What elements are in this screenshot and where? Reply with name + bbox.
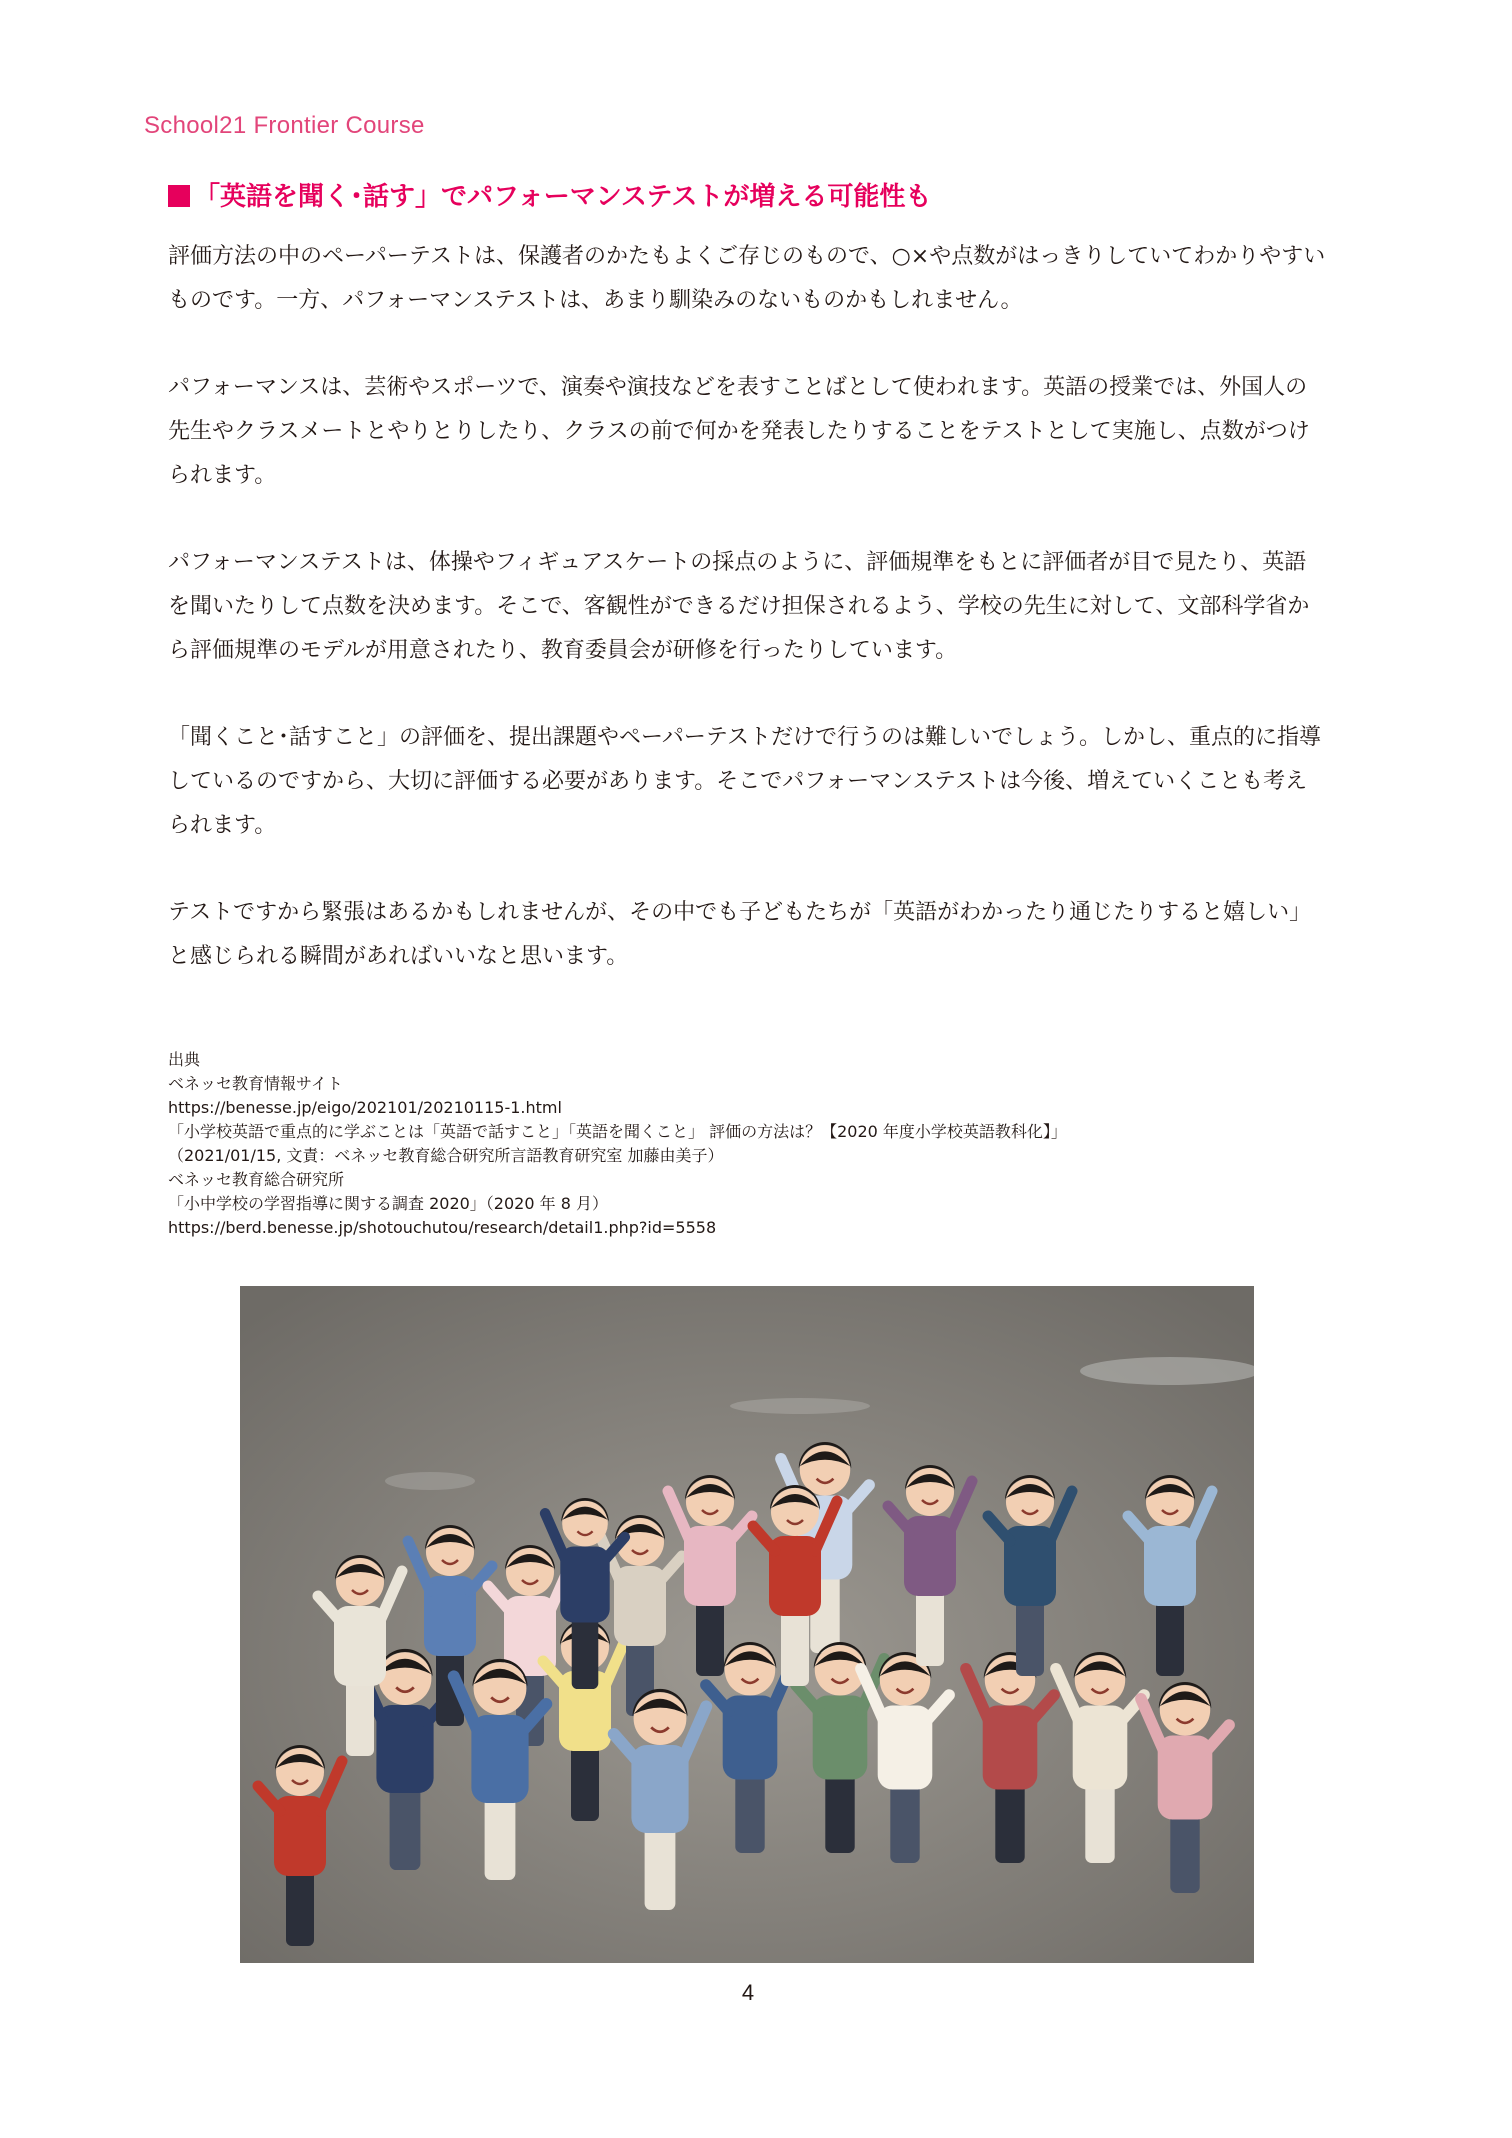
source-line: ベネッセ教育総合研究所: [168, 1170, 345, 1189]
children-group-photo: [240, 1286, 1254, 1963]
course-title: School21 Frontier Course: [144, 112, 425, 139]
source-line: ベネッセ教育情報サイト: [168, 1074, 343, 1093]
sources-block: [168, 1048, 1328, 1240]
source-line: 「小学校英語で重点的に学ぶことは「英語で話すこと」「英語を聞くこと」 評価の方法は？【2020 年度小学校英語教科化】」: [168, 1122, 1067, 1141]
paragraph: テストですから緊張はあるかもしれませんが、その中でも子どもたちが「英語がわかったり通じたりすると嬉しい」と感じられる瞬間があればいいなと思います。: [168, 900, 1312, 969]
section-heading-text: 「英語を聞く･話す」でパフォーマンステストが増える可能性も: [194, 182, 932, 212]
photo-illustration: [240, 1286, 1254, 1963]
square-bullet-icon: [168, 185, 190, 207]
source-link[interactable]: https://benesse.jp/eigo/202101/20210115-1.html: [168, 1098, 562, 1117]
article-body: [168, 235, 1328, 1022]
paragraph: パフォーマンステストは、体操やフィギュアスケートの採点のように、評価規準をもとに評価者が目で見たり、英語を聞いたりして点数を決めます。そこで、客観性ができるだけ担保されるよう、学校の先生に対して、文部科学省から評価規準のモデルが用意されたり、教育委員会が研修を行ったりしています。: [168, 550, 1310, 663]
paragraph: 「聞くこと･話すこと」の評価を、提出課題やペーパーテストだけで行うのは難しいでしょう。しかし、重点的に指導しているのですから、大切に評価する必要があります。そこでパフォーマンステストは今後、増えていくことも考えられます。: [168, 725, 1322, 838]
paragraph: パフォーマンスは、芸術やスポーツで、演奏や演技などを表すことばとして使われます。英語の授業では、外国人の先生やクラスメートとやりとりしたり、クラスの前で何かを発表したりすることをテストとして実施し、点数がつけられます。: [168, 375, 1310, 488]
section-heading: [168, 176, 1348, 213]
sources-label: 出典: [168, 1050, 201, 1069]
page-number: 4: [741, 1980, 755, 2005]
source-link[interactable]: https://berd.benesse.jp/shotouchutou/research/detail1.php?id=5558: [168, 1218, 717, 1237]
source-line: 「小中学校の学習指導に関する調査 2020」（2020 年 8 月）: [168, 1194, 608, 1213]
source-line: （2021/01/15, 文責：ベネッセ教育総合研究所言語教育研究室 加藤由美子）: [168, 1146, 724, 1165]
paragraph: 評価方法の中のペーパーテストは、保護者のかたもよくご存じのもので、○×や点数がはっきりしていてわかりやすいものです。一方、パフォーマンステストは、あまり馴染みのないものかもしれません。: [168, 244, 1326, 313]
